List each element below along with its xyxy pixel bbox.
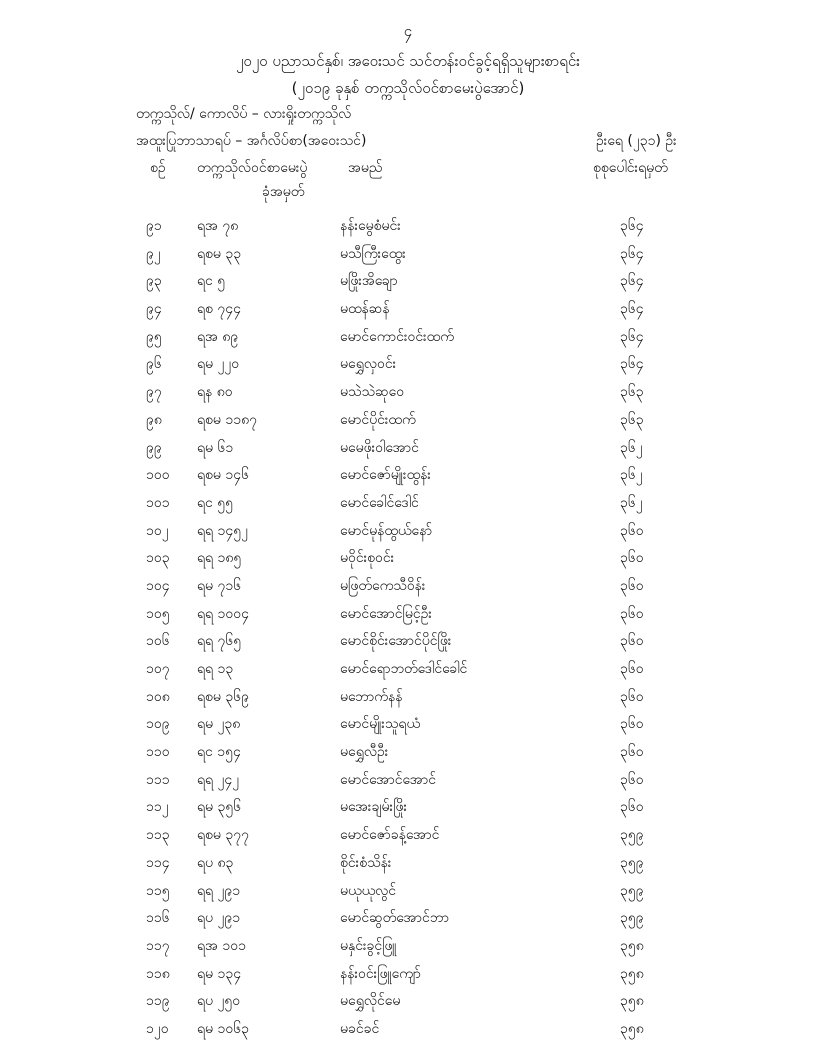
university-line: တက္ကသိုလ်/ ကောလိပ် – လားရှိုးတက္ကသိုလ် bbox=[136, 106, 352, 122]
row-total-marks: ၃၆၂ bbox=[620, 494, 643, 511]
row-total-marks: ၃၅၉ bbox=[620, 827, 644, 844]
row-total-marks: ၃၆၂ bbox=[620, 439, 643, 456]
row-serial-no: ၁၀၅ bbox=[146, 605, 170, 622]
row-total-marks: ၃၅၈ bbox=[620, 937, 644, 954]
table-row bbox=[0, 461, 816, 489]
row-student-name: မဖြတ်ကေသီဝိန်း bbox=[340, 577, 426, 594]
row-roll-number: ရမ ၆၁ bbox=[197, 439, 234, 456]
row-roll-number: ရရ ၁၃ bbox=[197, 661, 234, 677]
row-total-marks: ၃၆၀ bbox=[620, 771, 644, 788]
row-serial-no: ၉၈ bbox=[146, 411, 162, 428]
document-subtitle: (၂၀၁၉ ခုနှစ် တက္ကသိုလ်ဝင်စာမေးပွဲအောင်) bbox=[291, 79, 525, 97]
row-roll-number: ရပ ၂၅၀ bbox=[197, 993, 241, 1010]
row-serial-no: ၉၉ bbox=[146, 439, 162, 456]
row-roll-number: ရမ ၁၀၆၃ bbox=[197, 1020, 249, 1037]
row-serial-no: ၉၄ bbox=[146, 301, 162, 318]
table-row bbox=[0, 766, 816, 794]
row-roll-number: ရရ ၂၄၂ bbox=[197, 771, 240, 788]
table-row bbox=[0, 600, 816, 628]
row-serial-no: ၉၁ bbox=[146, 218, 162, 234]
row-total-marks: ၃၆၀ bbox=[620, 605, 644, 622]
row-student-name: မောင်ခေါင်ဒေါင် bbox=[340, 494, 419, 511]
row-student-name: မောင်မုန်ထွယ်နော် bbox=[340, 522, 433, 539]
row-student-name: မနှင်းခွင့်ဖြူ bbox=[340, 937, 397, 954]
table-row bbox=[0, 406, 816, 434]
row-serial-no: ၁၁၇ bbox=[146, 937, 170, 954]
row-total-marks: ၃၆၀ bbox=[620, 661, 644, 677]
row-roll-number: ရင ၅၅ bbox=[197, 494, 234, 511]
row-serial-no: ၉၃ bbox=[146, 273, 162, 290]
table-row bbox=[0, 517, 816, 545]
header-roll-number: တက္ကသိုလ်ဝင်စာမေးပွဲ bbox=[197, 160, 308, 176]
row-student-name: မသီကြီးထွေး bbox=[340, 245, 406, 262]
table-row bbox=[0, 904, 816, 932]
row-roll-number: ရင ၁၅၄ bbox=[197, 744, 241, 761]
row-total-marks: ၃၆၀ bbox=[620, 550, 644, 567]
row-roll-number: ရရ ၁၄၅၂ bbox=[197, 522, 249, 539]
row-student-name: မောင်ဇော်မျိုးထွန်း bbox=[340, 467, 431, 484]
row-roll-number: ရစ ၇၄၄ bbox=[197, 301, 241, 318]
table-row bbox=[0, 849, 816, 877]
table-row bbox=[0, 877, 816, 905]
table-row bbox=[0, 267, 816, 295]
row-serial-no: ၉၆ bbox=[146, 356, 162, 373]
row-total-marks: ၃၆၄ bbox=[620, 356, 644, 373]
row-total-marks: ၃၅၈ bbox=[620, 1020, 644, 1037]
row-serial-no: ၉၇ bbox=[146, 384, 162, 401]
row-student-name: မောင်မျိုးသူရယံ bbox=[340, 716, 421, 733]
row-student-name: မထန်ဆန် bbox=[340, 301, 390, 318]
row-student-name: မဘောက်နန် bbox=[340, 688, 403, 705]
row-student-name: မောင်ရောဘတ်ဒေါင်ခေါင် bbox=[340, 661, 468, 677]
row-serial-no: ၉၂ bbox=[146, 245, 161, 262]
table-row bbox=[0, 323, 816, 351]
table-row bbox=[0, 1015, 816, 1043]
header-name: အမည် bbox=[348, 160, 383, 176]
row-serial-no: ၁၀၉ bbox=[146, 716, 170, 733]
row-serial-no: ၁၀၂ bbox=[146, 522, 169, 539]
row-student-name: နန်းဝင်းဖြူကျော် bbox=[340, 965, 421, 982]
row-serial-no: ၉၅ bbox=[146, 328, 162, 345]
table-row bbox=[0, 960, 816, 988]
row-serial-no: ၁၁၃ bbox=[146, 827, 170, 844]
header-total-marks: စုစုပေါင်းရမှတ် bbox=[593, 160, 668, 176]
row-serial-no: ၁၁၁ bbox=[146, 771, 170, 788]
row-total-marks: ၃၆၀ bbox=[620, 799, 644, 816]
header-serial-no: စဉ် bbox=[150, 160, 166, 176]
table-row bbox=[0, 295, 816, 323]
row-serial-no: ၁၀၆ bbox=[146, 633, 170, 650]
table-row bbox=[0, 489, 816, 517]
document-title: ၂၀၂၀ ပညာသင်နှစ်၊ အဝေးသင် သင်တန်းဝင်ခွင့်ရရှိသူများစာရင်း bbox=[236, 52, 580, 70]
table-row bbox=[0, 544, 816, 572]
table-row bbox=[0, 434, 816, 462]
page-number: ၄ bbox=[403, 22, 413, 40]
row-student-name: မောင်ကောင်းဝင်းထက် bbox=[340, 328, 454, 345]
row-student-name: မမေဖိုးဝါအောင် bbox=[340, 439, 419, 456]
table-row bbox=[0, 932, 816, 960]
row-serial-no: ၁၁၆ bbox=[146, 910, 170, 927]
row-total-marks: ၃၆၄ bbox=[620, 301, 644, 318]
row-total-marks: ၃၆၀ bbox=[620, 633, 644, 650]
row-roll-number: ရစမ ၃၇၇ bbox=[197, 827, 249, 844]
row-serial-no: ၁၀၃ bbox=[146, 550, 170, 567]
row-serial-no: ၁၀၁ bbox=[146, 494, 170, 511]
row-student-name: မောင်အောင်အောင် bbox=[340, 771, 436, 788]
row-roll-number: ရမ ၂၃၈ bbox=[197, 716, 241, 733]
table-row bbox=[0, 350, 816, 378]
row-student-name: မသဲသဲဆုဝေ bbox=[340, 384, 405, 401]
table-row bbox=[0, 987, 816, 1015]
row-roll-number: ရရ ၂၉၁ bbox=[197, 882, 241, 899]
row-total-marks: ၃၆၀ bbox=[620, 522, 644, 539]
row-total-marks: ၃၆၃ bbox=[620, 384, 644, 401]
row-total-marks: ၃၅၉ bbox=[620, 854, 644, 871]
row-student-name: မဝိုင်းစုဝင်း bbox=[340, 550, 395, 567]
row-total-marks: ၃၆၄ bbox=[620, 273, 644, 290]
row-total-marks: ၃၆၀ bbox=[620, 716, 644, 733]
row-roll-number: ရစမ ၁၁၈၇ bbox=[197, 411, 257, 428]
row-roll-number: ရစမ ၃၆၉ bbox=[197, 688, 249, 705]
row-roll-number: ရမ ၇၁၆ bbox=[197, 577, 242, 594]
row-roll-number: ရပ ၈၃ bbox=[197, 854, 234, 871]
row-roll-number: ရအ ၇၈ bbox=[197, 218, 239, 234]
student-count: ဦးရေ (၂၃၁) ဦး bbox=[596, 133, 677, 149]
table-row bbox=[0, 572, 816, 600]
row-roll-number: ရမ ၁၃၄ bbox=[197, 965, 242, 982]
row-serial-no: ၁၁၉ bbox=[146, 993, 170, 1010]
row-serial-no: ၁၁၂ bbox=[146, 799, 169, 816]
row-roll-number: ရအ ၈၉ bbox=[197, 328, 239, 345]
row-total-marks: ၃၆၀ bbox=[620, 577, 644, 594]
row-student-name: စိုင်းစံသိန်း bbox=[340, 854, 392, 871]
row-serial-no: ၁၀၇ bbox=[146, 661, 170, 677]
row-serial-no: ၁၂၀ bbox=[146, 1020, 169, 1037]
row-roll-number: ရပ ၂၉၁ bbox=[197, 910, 241, 927]
row-student-name: နန်းမွေစံမင်း bbox=[340, 218, 401, 234]
row-total-marks: ၃၆၄ bbox=[620, 218, 644, 234]
row-student-name: မအေးချမ်းဖြိုး bbox=[340, 799, 408, 816]
row-roll-number: ရန ၈၀ bbox=[197, 384, 233, 401]
table-row bbox=[0, 627, 816, 655]
row-student-name: မောင်ဆွတ်အောင်ဘာ bbox=[340, 910, 449, 927]
row-total-marks: ၃၅၈ bbox=[620, 965, 644, 982]
row-roll-number: ရအ ၁၀၁ bbox=[197, 937, 246, 954]
row-roll-number: ရင ၅ bbox=[197, 273, 226, 290]
row-student-name: မောင်ဇော်ခန့်အောင် bbox=[340, 827, 440, 844]
row-student-name: မရွှေလိုင်မေ bbox=[340, 993, 401, 1010]
row-student-name: မရွှေလီဦး bbox=[340, 744, 389, 761]
row-serial-no: ၁၁၈ bbox=[146, 965, 170, 982]
row-roll-number: ရရ ၁၈၅ bbox=[197, 550, 242, 567]
table-row bbox=[0, 378, 816, 406]
row-student-name: မောင်အောင်မြင့်ဦး bbox=[340, 605, 432, 622]
row-student-name: မဖြိုးအိချော bbox=[340, 273, 398, 290]
row-roll-number: ရရ ၇၆၅ bbox=[197, 633, 242, 650]
row-student-name: မယုယုလွင် bbox=[340, 882, 397, 899]
row-roll-number: ရစမ ၃၃ bbox=[197, 245, 242, 262]
table-row bbox=[0, 655, 816, 683]
major-subject-line: အထူးပြုဘာသာရပ် – အင်္ဂလိပ်စာ(အဝေးသင်) bbox=[136, 133, 367, 149]
row-total-marks: ၃၆၄ bbox=[620, 328, 644, 345]
results-table bbox=[0, 212, 816, 1043]
row-student-name: မောင်စိုင်းအောင်ပိုင်ဖြိုး bbox=[340, 633, 452, 650]
table-row bbox=[0, 710, 816, 738]
row-total-marks: ၃၆၀ bbox=[620, 744, 644, 761]
row-total-marks: ၃၆၂ bbox=[620, 467, 643, 484]
row-total-marks: ၃၆၃ bbox=[620, 411, 644, 428]
row-serial-no: ၁၁၄ bbox=[146, 854, 170, 871]
row-total-marks: ၃၆၀ bbox=[620, 688, 644, 705]
row-total-marks: ၃၅၉ bbox=[620, 910, 644, 927]
row-total-marks: ၃၅၈ bbox=[620, 993, 644, 1010]
row-student-name: မောင်ပိုင်းထက် bbox=[340, 411, 416, 428]
table-row bbox=[0, 821, 816, 849]
table-row bbox=[0, 793, 816, 821]
row-roll-number: ရရ ၁၀၀၄ bbox=[197, 605, 250, 622]
header-roll-number-line2: ခုံအမှတ် bbox=[262, 184, 305, 200]
table-row bbox=[0, 738, 816, 766]
row-total-marks: ၃၆၄ bbox=[620, 245, 644, 262]
table-row bbox=[0, 240, 816, 268]
row-serial-no: ၁၀၄ bbox=[146, 577, 170, 594]
table-row bbox=[0, 683, 816, 711]
row-serial-no: ၁၁၅ bbox=[146, 882, 170, 899]
table-row bbox=[0, 212, 816, 240]
row-roll-number: ရမ ၃၅၆ bbox=[197, 799, 242, 816]
row-serial-no: ၁၀၈ bbox=[146, 688, 170, 705]
row-total-marks: ၃၅၉ bbox=[620, 882, 644, 899]
row-roll-number: ရစမ ၁၄၆ bbox=[197, 467, 249, 484]
row-serial-no: ၁၁၀ bbox=[146, 744, 170, 761]
row-roll-number: ရမ ၂၂၀ bbox=[197, 356, 240, 373]
row-serial-no: ၁၀၀ bbox=[146, 467, 170, 484]
row-student-name: မခင်ခင် bbox=[340, 1020, 380, 1037]
row-student-name: မရွှေလှဝင်း bbox=[340, 356, 397, 373]
